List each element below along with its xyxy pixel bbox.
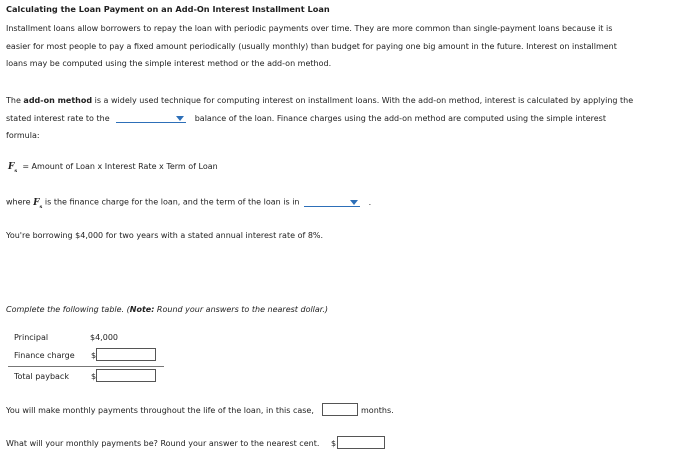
method-line-2-pre: stated interest rate to the [6,113,110,123]
table-divider [8,366,164,367]
monthly-payment-question: What will your monthly payments be? Round your answer to the nearest cent. [6,439,320,448]
finance-charge-label: Finance charge [14,351,75,360]
where-post: is the finance charge for the loan, and the term of the loan is in [44,197,300,207]
method-line-3: formula: [6,131,40,140]
method-line-1-rest: is a widely used technique for computing interest on installment loans. With the add-on method, interest is calculated by applying the [92,96,634,105]
where-period: . [368,197,372,207]
finance-charge-formula [8,162,218,174]
months-question: You will make monthly payments throughout the life of the loan, in this case, [6,406,314,415]
total-payback-currency: $ [91,372,97,381]
formula-symbol-letter: F [8,162,15,172]
principal-value: $4,000 [90,333,118,342]
months-input[interactable] [322,403,358,416]
principal-label: Principal [14,333,49,342]
instruction-post: Round your answers to the nearest dollar.) [154,305,329,314]
method-line-2-post: balance of the loan. Finance charges using the add-on method are computed using the simple interest [194,113,606,123]
monthly-payment-currency: $ [331,439,337,448]
monthly-payment-input[interactable] [337,436,385,449]
where-symbol [33,198,42,208]
term-unit-dropdown[interactable] [304,197,360,207]
where-sentence [6,197,371,209]
formula-symbol [8,162,17,172]
intro-paragraph [6,20,661,73]
finance-charge-input[interactable] [96,348,156,361]
total-payback-label: Total payback [14,372,69,381]
where-symbol-letter: F [33,197,40,208]
instruction-note: Note: [129,305,155,314]
where-pre: where [6,197,31,207]
page-title: Calculating the Loan Payment on an Add-On Interest Installment Loan [6,4,330,14]
method-line-1 [6,92,661,110]
instruction-pre: Complete the following table. ( [6,305,130,314]
months-suffix: months. [361,406,394,415]
formula-text: = Amount of Loan x Interest Rate x Term of Loan [22,162,218,171]
method-paragraph [6,92,661,145]
finance-charge-currency: $ [91,351,97,360]
chevron-down-icon [176,116,184,121]
method-line-2 [6,110,661,128]
intro-line-2: easier for most people to pay a fixed amount periodically (usually monthly) than budget for paying one big amount in the future. Interest on installment [6,41,617,51]
total-payback-input[interactable] [96,369,156,382]
formula-symbol-subscript: s [14,167,18,174]
intro-line-3: loans may be computed using the simple interest method or the add-on method. [6,59,332,68]
chevron-down-icon [350,200,358,205]
scenario-text: You're borrowing $4,000 for two years with a stated annual interest rate of 8%. [6,231,324,240]
where-symbol-subscript: s [39,203,43,210]
intro-line-1: Installment loans allow borrowers to repay the loan with periodic payments over time. They are more common than single-payment loans because it is [6,24,613,33]
method-pre: The [6,96,24,105]
table-instruction [6,305,328,314]
balance-type-dropdown[interactable] [116,113,186,123]
add-on-method-term: add-on method [23,96,93,105]
